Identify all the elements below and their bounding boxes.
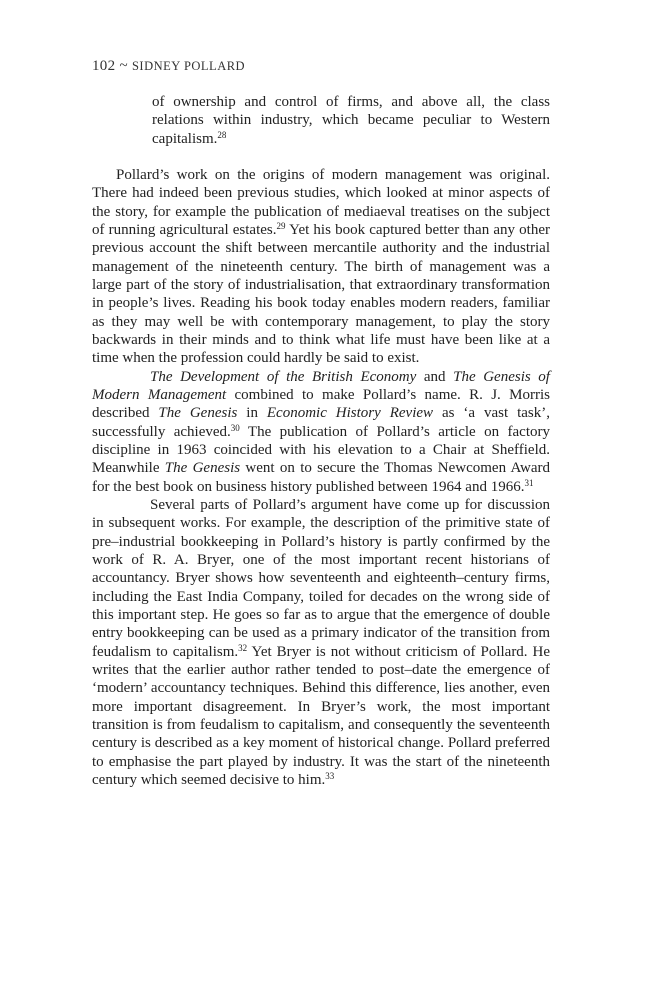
header-separator: ~ bbox=[119, 58, 128, 74]
paragraph-text: Several parts of Pollard’s argument have come up for discussion in subsequent works. For example, the description of the primitive state of pre–industrial bookkeeping in Pollard’s history is partly confirmed by the work of R. A. Bryer, one of the most important recent historians of accountancy. Bryer shows how seventeenth and eighteenth–century firms, including the East India Company, toiled for decades on the wrong side of this important step. He goes so far as to argue that the emergence of double entry bookkeeping can be used as a primary indicator of the transition from feudalism to capitalism. bbox=[92, 496, 550, 660]
footnote-ref: 30 bbox=[230, 422, 240, 433]
running-head-author: SIDNEY POLLARD bbox=[131, 59, 246, 73]
paragraph-text: in bbox=[237, 405, 267, 422]
paragraph-text: Pollard’s work on the origins of modern management was original. There had indeed been previous studies, which looked at minor aspects of the story, for example the publication of mediaeval treatises on the subject of running agricultural estates. bbox=[92, 167, 550, 238]
block-quote bbox=[152, 93, 550, 148]
paragraph-text: Yet Bryer is not without criticism of Pollard. He writes that the earlier author rather tended to post–date the emergence of ‘modern’ accountancy techniques. Behind this difference, lies another, even more important disagreement. In Bryer’s work, the most important transition is from feudalism to capitalism, and consequently the seventeenth century is described as a key moment of historical change. Pollard preferred to emphasise the part played by industry. It was the start of the nineteenth century which seemed decisive to him. bbox=[92, 643, 551, 788]
paragraph-text: as ‘a vast task’, successfully achieved. bbox=[92, 405, 550, 440]
page-number: 102 bbox=[92, 58, 116, 74]
journal-title: Economic History Review bbox=[266, 405, 434, 422]
paragraph-text: combined to make Pollard’s name. R. J. Morris described bbox=[92, 386, 550, 422]
footnote-ref: 29 bbox=[276, 220, 286, 231]
body-text bbox=[92, 166, 550, 789]
paragraph-text: went on to secure the Thomas Newcomen Award for the best book on business history published between 1964 and 1966. bbox=[92, 460, 551, 495]
paragraph bbox=[92, 368, 550, 496]
book-title: The Genesis bbox=[164, 460, 241, 477]
paragraph-text: Yet his book captured better than any other previous account the shift between mercantile authority and the industrial management of the nineteenth century. The birth of management was a large part of the story of industrialisation, that extraordinary transformation in people’s lives. Reading his book today enables modern readers, familiar as they may well be with contemporary management, to play the story backwards in their minds and to think what life must have been like at a time when the profession could hardly be said to exist. bbox=[92, 221, 550, 367]
block-quote-text: of ownership and control of firms, and above all, the class relations within industry, which became peculiar to Western capitalism. bbox=[152, 94, 550, 147]
footnote-ref: 31 bbox=[524, 477, 534, 488]
footnote-ref: 28 bbox=[217, 129, 227, 140]
book-title: The Genesis bbox=[158, 405, 238, 422]
paragraph-text: The publication of Pollard’s article on factory discipline in 1963 coincided with his elevation to a Chair at Sheffield. Meanwhile bbox=[92, 423, 550, 477]
book-title: The Genesis of Modern Management bbox=[92, 368, 550, 403]
paragraph bbox=[92, 496, 550, 789]
footnote-ref: 33 bbox=[325, 770, 335, 781]
paragraph bbox=[92, 166, 550, 368]
book-title: The Development of the British Economy bbox=[150, 368, 417, 385]
paragraph-text: and bbox=[416, 368, 454, 385]
running-header bbox=[92, 58, 245, 75]
footnote-ref: 32 bbox=[238, 642, 248, 653]
